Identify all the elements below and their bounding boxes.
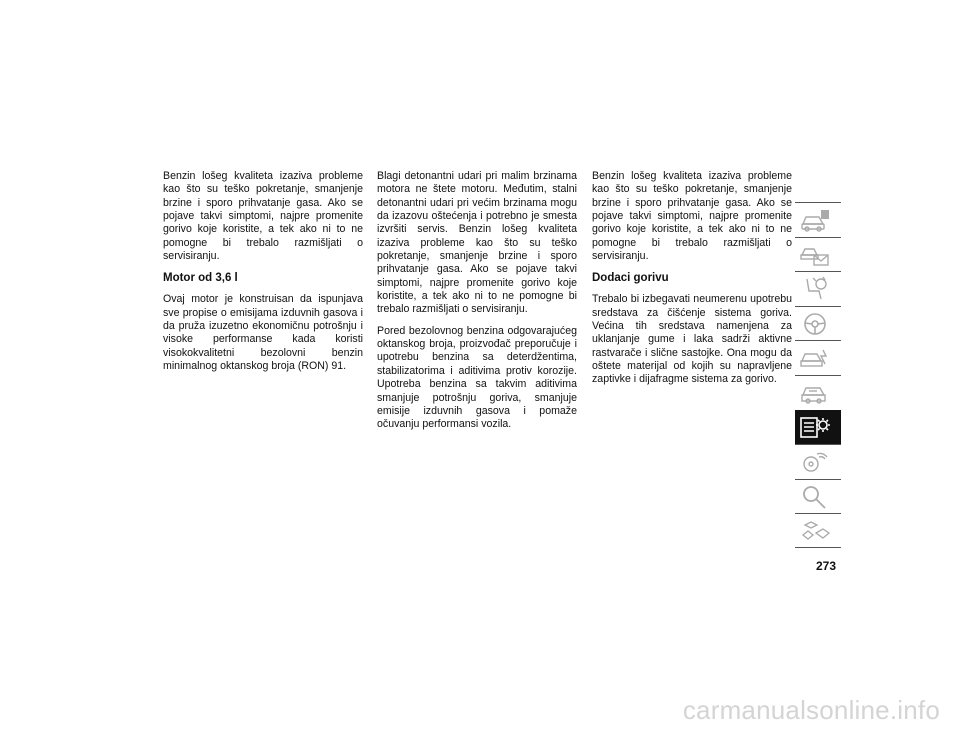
watermark: carmanualsonline.info xyxy=(682,695,940,725)
paragraph: Benzin lošeg kvaliteta izaziva probleme kao što su teško pokretanje, smanjenje brzine i sporo prihvatanje gasa. Ako se pojave takvi simptomi, najpre promenite gorivo koje koristite, a tek ako ni to ne pomogne bi trebalo razmišljati o servisiranju. xyxy=(163,170,363,263)
tab-car-crash[interactable] xyxy=(795,340,841,375)
chapter-tabs xyxy=(795,202,841,548)
car-wrench-icon xyxy=(799,379,831,406)
column-middle xyxy=(377,170,577,440)
section-heading: Dodaci gorivu xyxy=(592,272,669,285)
car-mail-icon xyxy=(799,241,831,268)
tab-languages[interactable] xyxy=(795,513,841,548)
section-heading: Motor od 3,6 l xyxy=(163,272,238,285)
seat-airbag-icon xyxy=(799,275,831,302)
steering-wheel-icon xyxy=(799,310,831,337)
tab-car-wrench[interactable] xyxy=(795,375,841,410)
car-crash-icon xyxy=(799,344,831,371)
page-number: 273 xyxy=(815,559,836,573)
tab-specifications[interactable] xyxy=(795,410,841,445)
tab-multimedia[interactable] xyxy=(795,444,841,479)
column-left xyxy=(163,170,363,381)
tab-car-mail[interactable] xyxy=(795,237,841,272)
magnifier-icon xyxy=(799,483,831,510)
languages-icon xyxy=(799,517,831,544)
paragraph: Pored bezolovnog benzina odgovarajućeg oktanskog broja, proizvođač preporučuje i upotrebu benzina sa deterdžentima, stabilizatorima i aditivima protiv korozije. Upotreba benzina sa takvim aditivima smanjuje potrošnju goriva, smanjuje emisije izduvnih gasova i pomaže očuvanju performansi vozila. xyxy=(377,324,577,431)
paragraph: Trebalo bi izbegavati neumerenu upotrebu sredstava za čišćenje sistema goriva. Većina tih sredstava namenjena za uklanjanje gume i laka sadrži aktivne rastvarače i slične sastojke. Ona mogu da oštete materijal od kojih su napravljene zaptivke i dijafragme sistema za gorivo. xyxy=(592,293,792,386)
paragraph: Ovaj motor je konstruisan da ispunjava sve propise o emisijama izduvnih gasova i da pruža izuzetno ekonomičnu potrošnju i visoke performanse kada koristi visokokvalitetni bezolovni benzin minimalnog oktanskog broja (RON) 91. xyxy=(163,293,363,373)
paragraph: Blagi detonantni udari pri malim brzinama motora ne štete motoru. Međutim, stalni detonantni udari pri većim brzinama mogu da izazovu oštećenja i potrebno je smesta izvršiti servis. Benzin lošeg kvaliteta izaziva probleme kao što su teško pokretanje, smanjenje brzine i sporo prihvatanje gasa. Ako se pojave takvi simptomi, najpre promenite gorivo koje koristite, a tek ako ni to ne pomogne bi trebalo razmišljati o servisiranju. xyxy=(377,170,577,316)
tab-seat-airbag[interactable] xyxy=(795,271,841,306)
tab-steering-wheel[interactable] xyxy=(795,306,841,341)
paragraph: Benzin lošeg kvaliteta izaziva probleme kao što su teško pokretanje, smanjenje brzine i sporo prihvatanje gasa. Ako se pojave takvi simptomi, najpre promenite gorivo koje koristite, a tek ako ni to ne pomogne bi trebalo razmišljati o servisiranju. xyxy=(592,170,792,263)
column-right xyxy=(592,170,792,395)
tab-car-info[interactable] xyxy=(795,202,841,237)
specs-gear-icon xyxy=(799,414,831,441)
tab-search[interactable] xyxy=(795,479,841,514)
multimedia-icon xyxy=(799,448,831,475)
car-info-icon xyxy=(799,206,831,233)
